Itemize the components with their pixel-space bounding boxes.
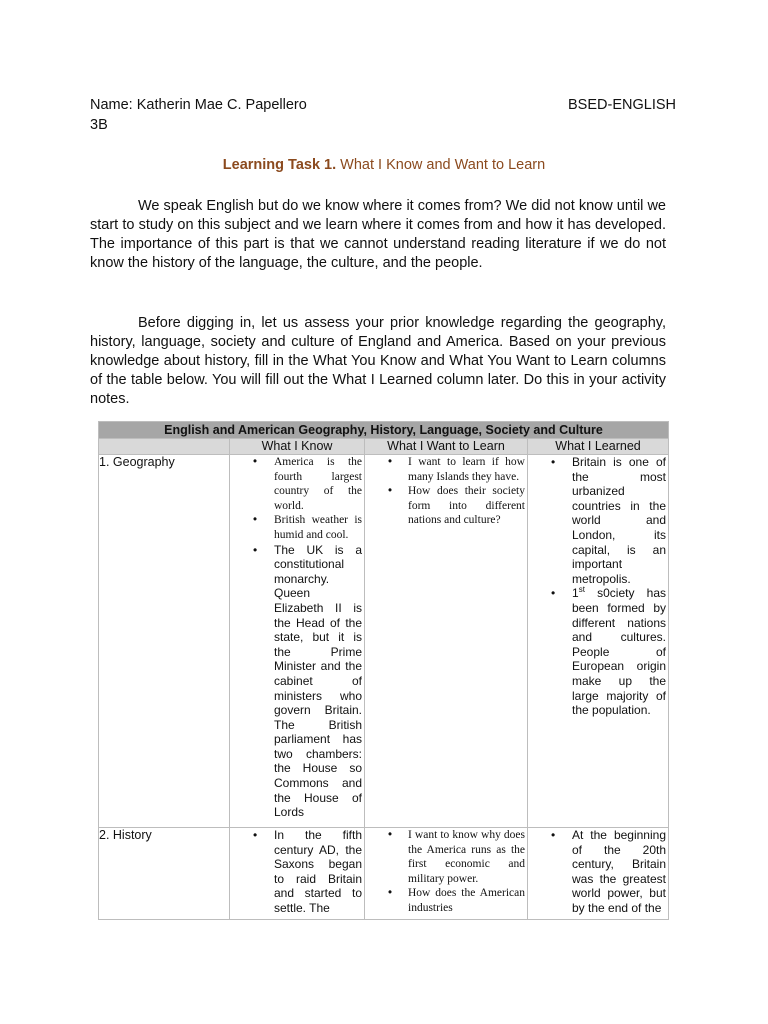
student-name: Name: Katherin Mae C. Papellero bbox=[90, 97, 307, 113]
table-header-topic bbox=[99, 439, 230, 455]
learned-cell bbox=[528, 828, 669, 920]
list-item: • America is the fourth largest country of the world. bbox=[230, 455, 364, 513]
know-cell bbox=[230, 455, 365, 828]
task-label: Learning Task 1. bbox=[222, 157, 337, 173]
student-course: BSED-ENGLISH bbox=[568, 97, 676, 113]
list-item: • How does their society form into different nations and culture? bbox=[365, 484, 527, 528]
instruction-paragraph: Before digging in, let us assess your prior knowledge regarding the geography, history, language, society and culture of England and America. Based on your previous knowledge about history, fill in the What You Know and What You Want to Learn columns of the table below. You will fill out the What I Learned column later. Do this in your activity notes. bbox=[90, 315, 666, 407]
want-cell bbox=[365, 828, 528, 920]
want-cell bbox=[365, 455, 528, 828]
ordinal-suffix: st bbox=[578, 585, 585, 595]
list-item: • How does the American industries bbox=[365, 886, 527, 915]
task-title bbox=[0, 157, 768, 173]
table-header-learned: What I Learned bbox=[528, 439, 669, 455]
list-item: • Britain is one of the most urbanized countries in the world and London, its capital, is an important metropolis. bbox=[528, 455, 668, 586]
list-item: • At the beginning of the 20th century, Britain was the greatest world power, but by the end of the bbox=[528, 828, 668, 916]
intro-paragraph: We speak English but do we know where it comes from? We did not know until we start to study on this subject and we learn where it comes from and how it has developed. The importance of this part is that we cannot understand reading literature if we do not know the history of the language, the culture, and the people. bbox=[90, 198, 666, 271]
list-item bbox=[528, 586, 668, 717]
row-topic: 1. Geography bbox=[99, 455, 230, 828]
kwl-table bbox=[98, 421, 669, 920]
learned-cell bbox=[528, 455, 669, 828]
ordinal-number: 1 bbox=[572, 586, 579, 601]
list-item-text: s0ciety has been formed by different nations and cultures. People of European origin make up the large majority of the population. bbox=[572, 586, 666, 718]
student-section: 3B bbox=[90, 117, 108, 133]
table-row bbox=[99, 455, 669, 828]
list-item: • British weather is humid and cool. bbox=[230, 513, 364, 542]
list-item: • The UK is a constitutional monarchy. Queen Elizabeth II is the Head of the state, but it is the Prime Minister and the cabinet of ministers who govern Britain. The British parliament has two chambers: the House so Commons and the House of Lords bbox=[230, 543, 364, 820]
list-item: • In the fifth century AD, the Saxons began to raid Britain and started to settle. The bbox=[230, 828, 364, 916]
table-header-know: What I Know bbox=[230, 439, 365, 455]
table-caption: English and American Geography, History, Language, Society and Culture bbox=[99, 422, 669, 439]
list-item: • I want to know why does the America runs as the first economic and military power. bbox=[365, 828, 527, 886]
row-topic: 2. History bbox=[99, 828, 230, 920]
list-item: • I want to learn if how many Islands they have. bbox=[365, 455, 527, 484]
table-header-want: What I Want to Learn bbox=[365, 439, 528, 455]
task-title-text: What I Know and Want to Learn bbox=[336, 157, 546, 173]
table-row bbox=[99, 828, 669, 920]
know-cell bbox=[230, 828, 365, 920]
